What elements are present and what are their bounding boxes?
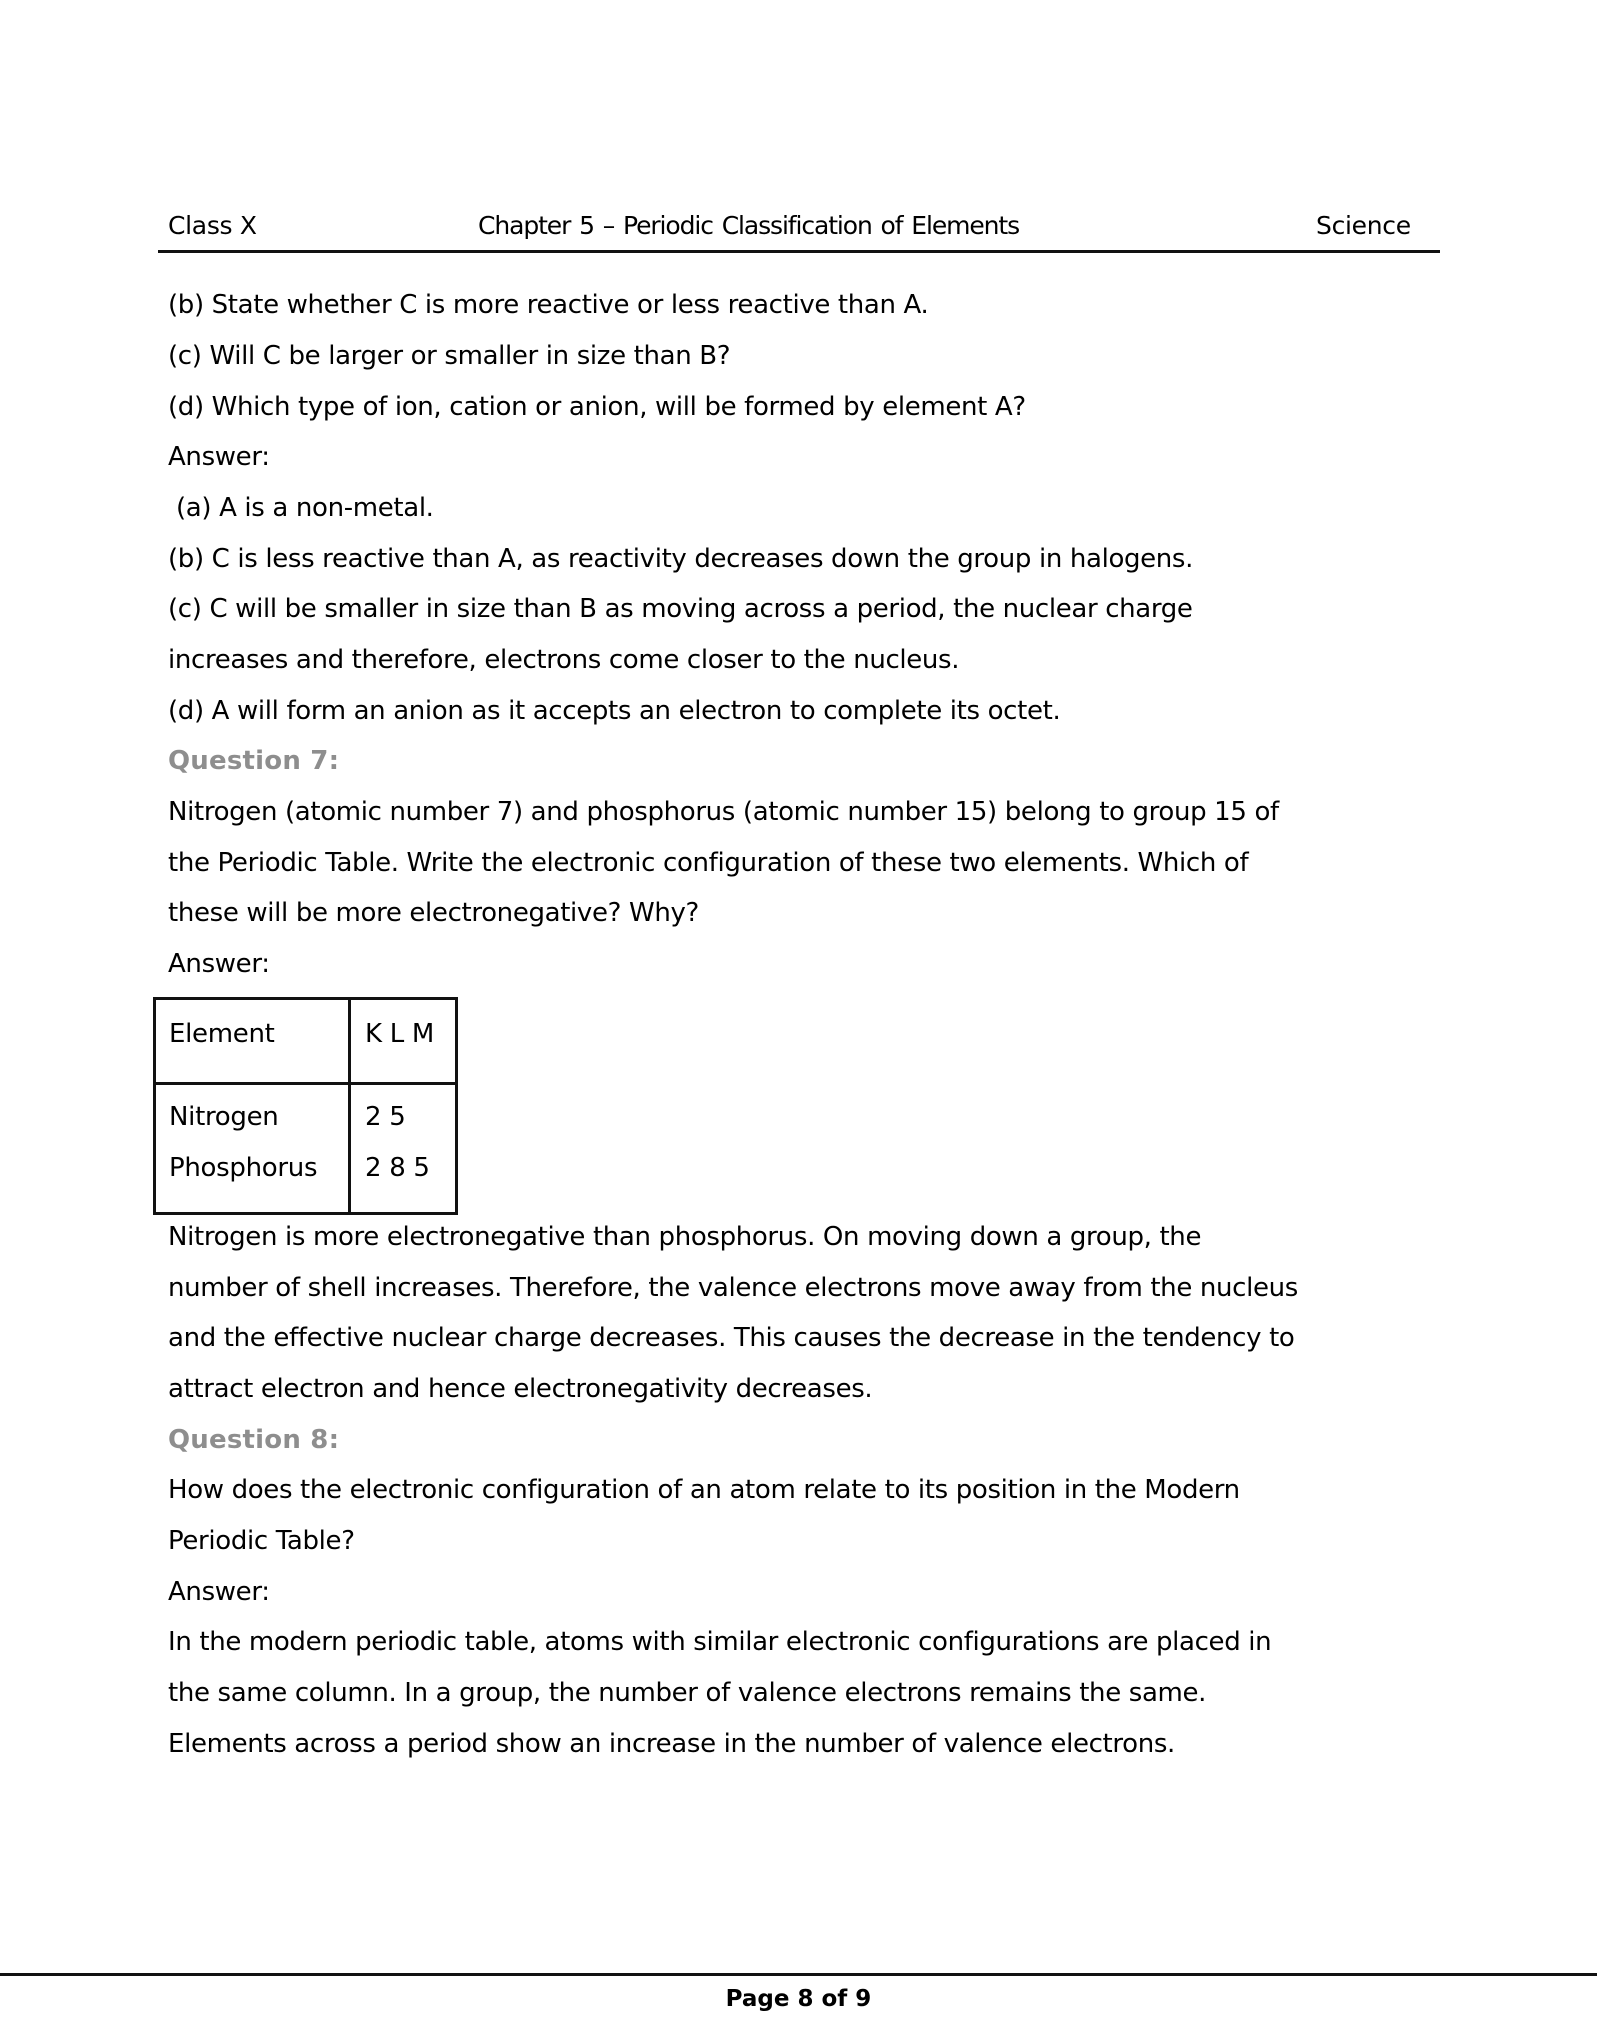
answer-part-d: (d) A will form an anion as it accepts an electron to complete its octet. xyxy=(168,696,1061,726)
question-8-answer-text: Elements across a period show an increase in the number of valence electrons. xyxy=(168,1729,1175,1759)
question-8-text: Periodic Table? xyxy=(168,1526,355,1556)
answer-part-c-continued: increases and therefore, electrons come closer to the nucleus. xyxy=(168,645,960,675)
table-header-divider xyxy=(156,1082,455,1085)
question-7-answer-text: Nitrogen is more electronegative than phosphorus. On moving down a group, the xyxy=(168,1222,1202,1252)
header-chapter-title: Chapter 5 – Periodic Classification of Elements xyxy=(478,211,1020,240)
question-7-label: Question 7: xyxy=(168,746,340,776)
question-7-answer-label: Answer: xyxy=(168,949,270,979)
answer-part-b: (b) C is less reactive than A, as reactivity decreases down the group in halogens. xyxy=(168,544,1194,574)
question-part-b: (b) State whether C is more reactive or less reactive than A. xyxy=(168,290,929,320)
question-8-label: Question 8: xyxy=(168,1425,340,1455)
question-7-text: these will be more electronegative? Why? xyxy=(168,898,699,928)
question-8-answer-text: In the modern periodic table, atoms with similar electronic configurations are placed in xyxy=(168,1627,1272,1657)
table-cell-configuration: 2 5 xyxy=(365,1102,406,1132)
table-cell-element: Nitrogen xyxy=(169,1102,279,1132)
table-header-element: Element xyxy=(169,1019,275,1049)
footer-divider xyxy=(0,1973,1597,1976)
answer-part-a: (a) A is a non-metal. xyxy=(176,493,434,523)
electronic-configuration-table xyxy=(153,997,458,1215)
header-class: Class X xyxy=(168,211,257,240)
question-7-text: the Periodic Table. Write the electronic configuration of these two elements. Which of xyxy=(168,848,1249,878)
question-7-answer-text: attract electron and hence electronegativity decreases. xyxy=(168,1374,873,1404)
header-divider xyxy=(158,250,1440,253)
table-header-shells: K L M xyxy=(365,1019,434,1049)
question-part-c: (c) Will C be larger or smaller in size than B? xyxy=(168,341,731,371)
table-column-divider xyxy=(348,1000,351,1212)
answer-label: Answer: xyxy=(168,442,270,472)
question-7-answer-text: and the effective nuclear charge decreases. This causes the decrease in the tendency to xyxy=(168,1323,1295,1353)
question-8-answer-label: Answer: xyxy=(168,1577,270,1607)
question-7-answer-text: number of shell increases. Therefore, the valence electrons move away from the nucleus xyxy=(168,1273,1298,1303)
table-cell-configuration: 2 8 5 xyxy=(365,1153,430,1183)
question-8-text: How does the electronic configuration of an atom relate to its position in the Modern xyxy=(168,1475,1240,1505)
table-cell-element: Phosphorus xyxy=(169,1153,318,1183)
header-subject: Science xyxy=(1316,211,1411,240)
page-number: Page 8 of 9 xyxy=(725,1986,872,2012)
question-7-text: Nitrogen (atomic number 7) and phosphorus (atomic number 15) belong to group 15 of xyxy=(168,797,1279,827)
question-part-d: (d) Which type of ion, cation or anion, will be formed by element A? xyxy=(168,392,1026,422)
question-8-answer-text: the same column. In a group, the number of valence electrons remains the same. xyxy=(168,1678,1207,1708)
answer-part-c: (c) C will be smaller in size than B as moving across a period, the nuclear charge xyxy=(168,594,1193,624)
